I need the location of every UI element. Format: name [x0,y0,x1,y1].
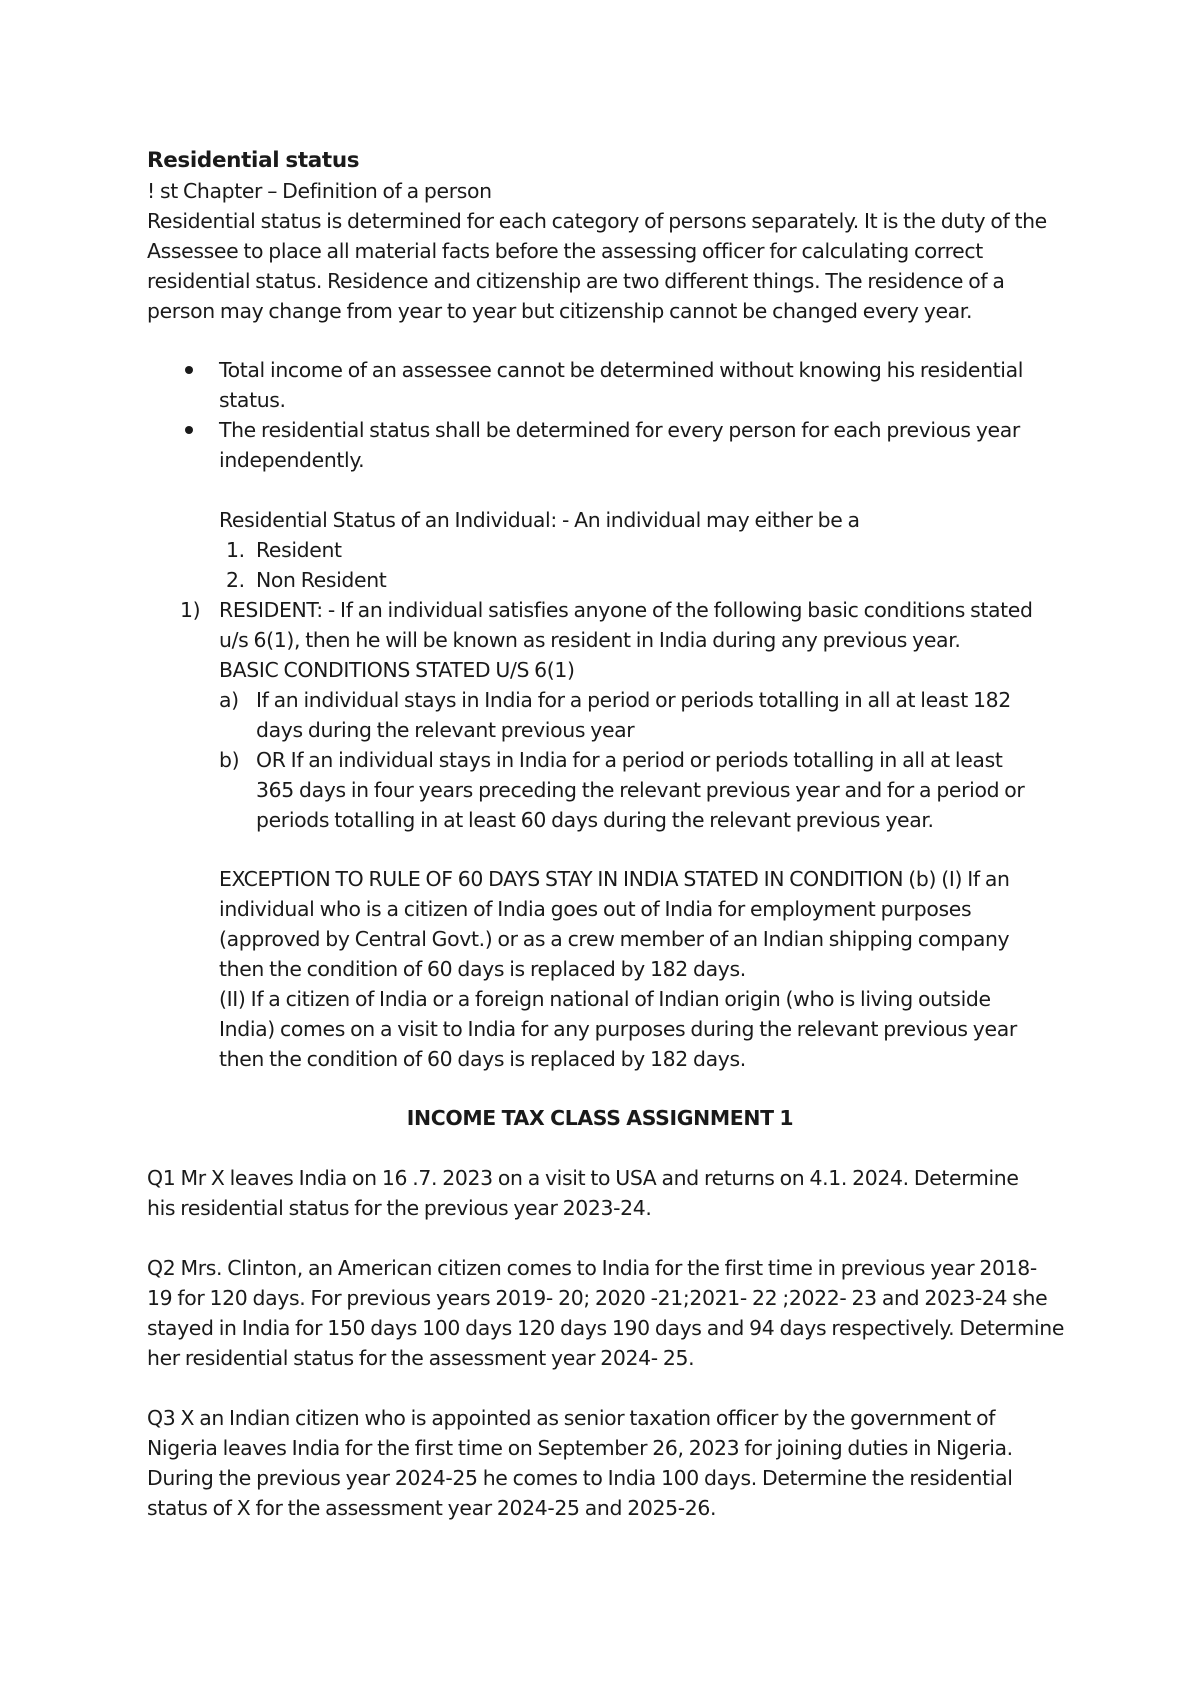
bullet-text: independently. [219,448,365,472]
condition-text: periods totalling in at least 60 days during the relevant previous year. [256,808,934,832]
question-text: Q3 X an Indian citizen who is appointed as senior taxation officer by the government of [147,1406,996,1430]
question-text: Q1 Mr X leaves India on 16 .7. 2023 on a visit to USA and returns on 4.1. 2024. Determine [147,1166,1019,1190]
question-text: her residential status for the assessment year 2024- 25. [147,1346,695,1370]
resident-text: u/s 6(1), then he will be known as resident in India during any previous year. [219,628,961,652]
bullet-text: Total income of an assessee cannot be determined without knowing his residential [219,358,1024,382]
exception-text: EXCEPTION TO RULE OF 60 DAYS STAY IN INDIA STATED IN CONDITION (b) (I) If an [219,867,1010,891]
condition-label: b) [219,748,240,772]
list-number: 1. [226,538,245,562]
intro-line: Residential status is determined for each category of persons separately. It is the duty of the [147,209,1047,233]
condition-text: 365 days in four years preceding the relevant previous year and for a period or [256,778,1025,802]
resident-text: RESIDENT: - If an individual satisfies anyone of the following basic conditions stated [219,598,1033,622]
list-item-text: Resident [256,538,342,562]
bullet-text: The residential status shall be determined for every person for each previous year [219,418,1020,442]
question-text: status of X for the assessment year 2024-25 and 2025-26. [147,1496,717,1520]
list-item-text: Non Resident [256,568,387,592]
bullet-text: status. [219,388,286,412]
individual-heading: Residential Status of an Individual: - An individual may either be a [219,508,860,532]
list-number: 1) [180,598,201,622]
basic-conditions-heading: BASIC CONDITIONS STATED U/S 6(1) [219,658,575,682]
list-number: 2. [226,568,245,592]
bullet-dot [185,426,193,434]
bullet-dot [185,366,193,374]
condition-text: OR If an individual stays in India for a period or periods totalling in all at least [256,748,1003,772]
question-text: Q2 Mrs. Clinton, an American citizen comes to India for the first time in previous year 2018- [147,1256,1037,1280]
document-title: Residential status [147,148,360,173]
question-text: Nigeria leaves India for the first time on September 26, 2023 for joining duties in Nigeria. [147,1436,1013,1460]
assignment-title: INCOME TAX CLASS ASSIGNMENT 1 [406,1106,794,1130]
exception-text: (II) If a citizen of India or a foreign national of Indian origin (who is living outside [219,987,991,1011]
question-text: stayed in India for 150 days 100 days 120 days 190 days and 94 days respectively. Determine [147,1316,1065,1340]
condition-text: days during the relevant previous year [256,718,635,742]
question-text: 19 for 120 days. For previous years 2019- 20; 2020 -21;2021- 22 ;2022- 23 and 2023-24 she [147,1286,1048,1310]
condition-text: If an individual stays in India for a period or periods totalling in all at least 182 [256,688,1011,712]
question-text: During the previous year 2024-25 he comes to India 100 days. Determine the residential [147,1466,1013,1490]
chapter-line: ! st Chapter – Definition of a person [147,179,492,203]
intro-line: person may change from year to year but citizenship cannot be changed every year. [147,299,973,323]
exception-text: then the condition of 60 days is replaced by 182 days. [219,957,746,981]
condition-label: a) [219,688,239,712]
exception-text: India) comes on a visit to India for any purposes during the relevant previous year [219,1017,1017,1041]
question-text: his residential status for the previous year 2023-24. [147,1196,652,1220]
intro-line: residential status. Residence and citizenship are two different things. The residence of a [147,269,1005,293]
intro-line: Assessee to place all material facts before the assessing officer for calculating correct [147,239,983,263]
exception-text: individual who is a citizen of India goes out of India for employment purposes [219,897,972,921]
exception-text: (approved by Central Govt.) or as a crew member of an Indian shipping company [219,927,1010,951]
exception-text: then the condition of 60 days is replaced by 182 days. [219,1047,746,1071]
